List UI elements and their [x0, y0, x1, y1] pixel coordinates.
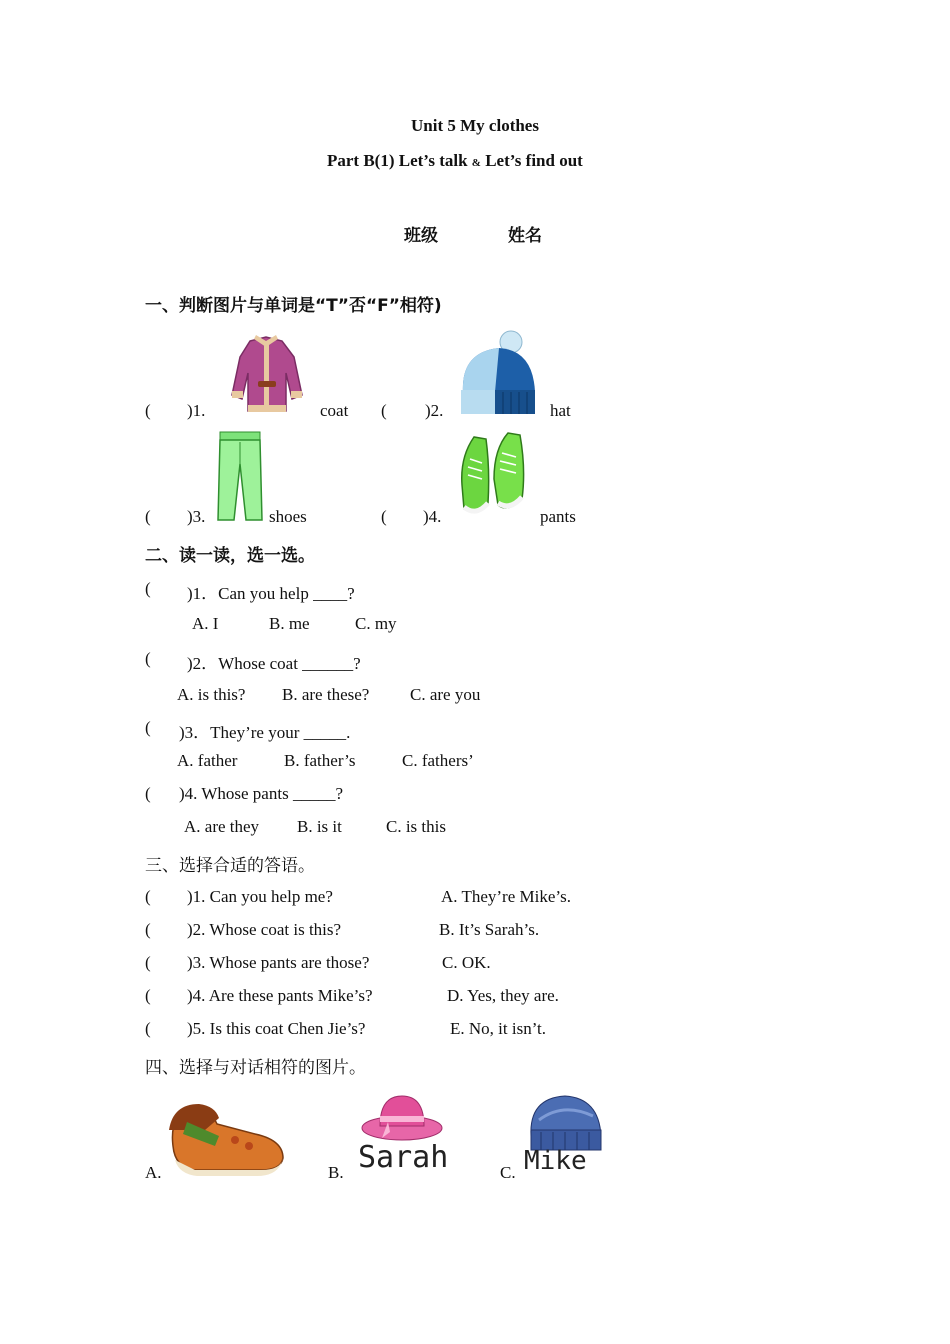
s3-row3-ans: C. OK.: [442, 953, 491, 972]
pink-hat-icon: [360, 1092, 444, 1142]
s1-item3-paren: (: [145, 507, 151, 526]
s1-item4-paren: (: [381, 507, 387, 526]
section4-heading: 四、选择与对话相符的图片。: [145, 1058, 366, 1078]
s2-q4-b: B. is it: [297, 817, 342, 836]
s3-row5-paren: (: [145, 1019, 151, 1038]
s2-q3-b: B. father’s: [284, 751, 356, 770]
s4-option-b-caption: Sarah: [358, 1140, 449, 1175]
pants-icon: [216, 430, 264, 524]
s3-row1-ans: A. They’re Mike’s.: [441, 887, 571, 906]
s2-q4-paren: (: [145, 784, 151, 803]
subtitle-amp: &: [471, 157, 481, 169]
s4-option-c-caption: Mike: [524, 1146, 587, 1176]
s2-q2-text: )2．Whose coat ______?: [187, 654, 361, 673]
s2-q1-paren: (: [145, 579, 151, 598]
class-label: 班级: [404, 226, 438, 246]
brown-shoes-icon: [165, 1100, 287, 1176]
s2-q4-text: )4. Whose pants _____?: [179, 784, 343, 803]
s3-row1-q: )1. Can you help me?: [187, 887, 333, 906]
s2-q1-text: )1．Can you help ____?: [187, 584, 355, 603]
s1-item2-paren: (: [381, 401, 387, 420]
s3-row5-q: )5. Is this coat Chen Jie’s?: [187, 1019, 366, 1038]
s2-q1-b: B. me: [269, 614, 310, 633]
s1-item1-num: )1.: [187, 401, 206, 420]
subtitle-part: Part B(1) Let’s talk: [327, 151, 468, 170]
s3-row2-paren: (: [145, 920, 151, 939]
s3-row1-paren: (: [145, 887, 151, 906]
s2-q3-paren: (: [145, 718, 151, 737]
s1-item4-num: )4.: [423, 507, 442, 526]
s2-q2-a: A. is this?: [177, 685, 246, 704]
s2-q3-text: )3．They’re your _____.: [179, 723, 351, 742]
sneakers-icon: [456, 429, 530, 521]
s3-row4-ans: D. Yes, they are.: [447, 986, 559, 1005]
section2-heading: 二、读一读，选一选。: [145, 546, 315, 566]
s3-row2-ans: B. It’s Sarah’s.: [439, 920, 540, 939]
s3-row5-ans: E. No, it isn’t.: [450, 1019, 547, 1038]
s3-row3-q: )3. Whose pants are those?: [187, 953, 370, 972]
page-title: Unit 5 My clothes: [411, 116, 539, 135]
s1-item2-word: hat: [550, 401, 571, 420]
s1-item4-word: pants: [540, 507, 576, 526]
s2-q4-c: C. is this: [386, 817, 446, 836]
s1-item3-word: shoes: [269, 507, 307, 526]
knit-hat-icon: [455, 330, 539, 416]
s1-item3-num: )3.: [187, 507, 206, 526]
s2-q2-b: B. are these?: [282, 685, 370, 704]
s4-option-a-label: A.: [145, 1163, 162, 1182]
s3-row4-q: )4. Are these pants Mike’s?: [187, 986, 373, 1005]
s2-q1-a: A. I: [192, 614, 219, 633]
page-subtitle: [327, 151, 583, 171]
s2-q2-c: C. are you: [410, 685, 481, 704]
section1-heading: 一、判断图片与单词是“T”否“F”相符): [145, 296, 442, 316]
s1-item2-num: )2.: [425, 401, 444, 420]
s2-q2-paren: (: [145, 649, 151, 668]
coat-icon: [228, 333, 306, 415]
s2-q4-a: A. are they: [184, 817, 260, 836]
s3-row4-paren: (: [145, 986, 151, 1005]
section3-heading: 三、选择合适的答语。: [145, 856, 315, 876]
name-label: 姓名: [508, 226, 542, 246]
s1-item1-paren: (: [145, 401, 151, 420]
s4-option-c-label: C.: [500, 1163, 516, 1182]
s4-option-b-label: B.: [328, 1163, 344, 1182]
blue-cap-icon: [527, 1092, 603, 1154]
s2-q3-c: C. fathers’: [402, 751, 474, 770]
subtitle-find: Let’s find out: [485, 151, 583, 170]
s3-row3-paren: (: [145, 953, 151, 972]
s3-row2-q: )2. Whose coat is this?: [187, 920, 342, 939]
s2-q1-c: C. my: [355, 614, 397, 633]
s2-q3-a: A. father: [177, 751, 238, 770]
s1-item1-word: coat: [320, 401, 349, 420]
